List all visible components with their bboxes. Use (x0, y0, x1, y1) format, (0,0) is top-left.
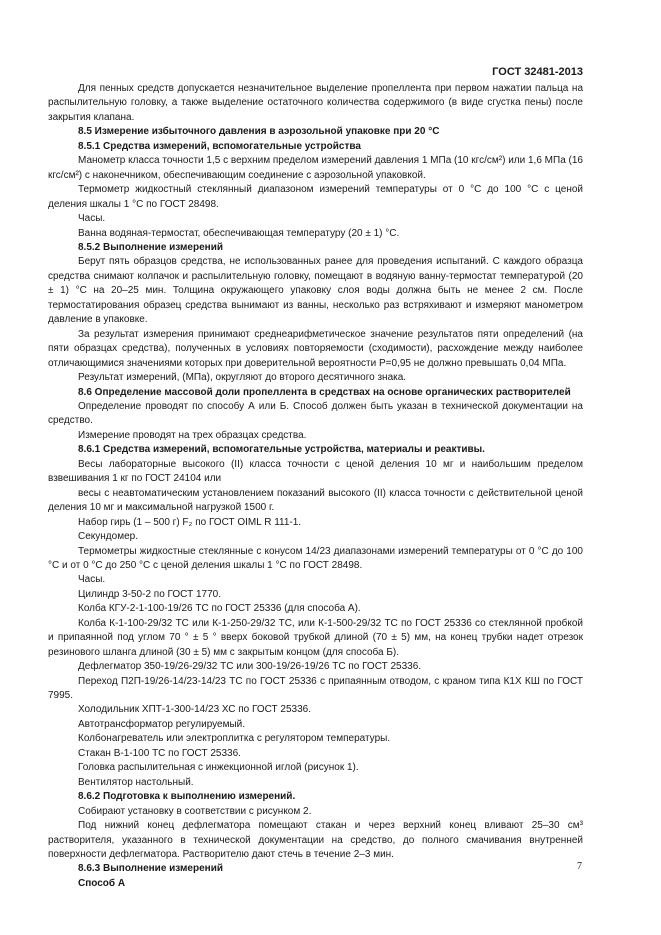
section-heading: 8.6.2 Подготовка к выполнению измерений. (78, 791, 296, 803)
document-header: ГОСТ 32481-2013 (492, 66, 583, 78)
paragraph: Весы лабораторные высокого (II) класса точности с ценой деления 10 мг и наибольшим пределом взвешивания 1 кг по ГОСТ 24104 или (48, 458, 583, 485)
paragraph: Дефлегматор 350-19/26-29/32 ТС или 300-19/26-19/26 ТС по ГОСТ 25336. (78, 661, 422, 673)
section-heading: Способ А (78, 877, 126, 889)
paragraph: Результат измерений, (МПа), округляют до второго десятичного знака. (78, 372, 407, 384)
paragraph: Колба К-1-100-29/32 ТС или К-1-250-29/32 ТС, или К-1-500-29/32 ТС по ГОСТ 25336 со стеклянной пробкой и припаянной под углом 70 ° ± 5 ° вверх боковой трубкой длиной (70 ± 5) мм, на конец трубки надет отрезок резинового шланга длиной (30 ± 5) мм с закрытым концом (для способа Б). (48, 617, 583, 658)
paragraph: Определение проводят по способу А или Б. Способ должен быть указан в технической документации на средство. (48, 400, 583, 427)
section-heading: 8.6.1 Средства измерений, вспомогательные устройства, материалы и реактивы. (78, 444, 485, 456)
paragraph: Манометр класса точности 1,5 с верхним пределом измерений давления 1 МПа (10 кгс/см²) или 1,6 МПа (16 кгс/см²) с наконечником, обеспечивающим соединение с аэрозольной упаковкой. (48, 155, 583, 181)
paragraph: весы с неавтоматическим установлением показаний высокого (II) класса точности с действительной ценой деления 10 мг и максимальной нагрузкой 1500 г. (48, 487, 583, 514)
paragraph: Часы. (78, 574, 106, 586)
paragraph: Холодильник ХПТ-1-300-14/23 ХС по ГОСТ 25336. (78, 704, 312, 716)
page-number: 7 (577, 861, 582, 872)
paragraph: Переход П2П-19/26-14/23-14/23 ТС по ГОСТ 25336 с припаянным отводом, с краном типа К1Х КШ по ГОСТ 7995. (48, 675, 583, 702)
paragraph: Ванна водяная-термостат, обеспечивающая температуру (20 ± 1) °С. (78, 227, 400, 239)
paragraph: Колбонагреватель или электроплитка с регулятором температуры. (78, 733, 391, 745)
paragraph: Часы. (78, 213, 106, 225)
section-heading: 8.5.1 Средства измерений, вспомогательные устройства (78, 140, 361, 152)
section-heading: 8.5 Измерение избыточного давления в аэрозольной упаковке при 20 °С (78, 126, 440, 138)
paragraph: Головка распылительная с инжекционной иглой (рисунок 1). (78, 762, 359, 774)
paragraph: Секундомер. (78, 531, 138, 543)
paragraph: Вентилятор настольный. (78, 776, 194, 788)
paragraph: Цилиндр 3-50-2 по ГОСТ 1770. (78, 588, 221, 600)
paragraph: Набор гирь (1 – 500 г) F₂ по ГОСТ OIML R 111-1. (78, 516, 302, 528)
paragraph: Колба КГУ-2-1-100-19/26 ТС по ГОСТ 25336 (для способа А). (78, 603, 361, 615)
paragraph: Собирают установку в соответствии с рисунком 2. (78, 805, 312, 817)
paragraph: Стакан В-1-100 ТС по ГОСТ 25336. (78, 747, 241, 759)
paragraph: Термометр жидкостный стеклянный диапазоном измерений температуры от 0 °С до 100 °С с ценой деления шкалы 1 °С по ГОСТ 28498. (48, 184, 583, 210)
paragraph: Автотрансформатор регулируемый. (78, 718, 246, 730)
paragraph: Термометры жидкостные стеклянные с конусом 14/23 диапазонами измерений температуры от 0 °С до 100 °С и от 0 °С до 250 °С с ценой деления шкалы 1 °С по ГОСТ 28498. (48, 545, 583, 571)
section-heading: 8.5.2 Выполнение измерений (78, 241, 223, 253)
paragraph: Берут пять образцов средства, не использованных ранее для проведения испытаний. С каждого образца средства снимают колпачок и распылительную головку, помещают в водяную ванну-термостат температурой (20 ± 1) °С на 20–25 мин. Толщина окружающего упаковку слоя воды должна быть не менее 2 см. После термостатирования образец средства вынимают из ванны, несколько раз встряхивают и измеряют манометром давление в упаковке. (48, 256, 583, 326)
paragraph: За результат измерения принимают среднеарифметическое значение результатов пяти определений (на пяти образцах средства), полученных в условиях повторяемости (сходимости), расхождение между наиболее отличающимися значениями которых при доверительной вероятности P=0,95 не должно превышать 0,04 МПа. (48, 328, 583, 369)
paragraph: Для пенных средств допускается незначительное выделение пропеллента при первом нажатии пальца на распылительную головку, а также выделение остаточного количества содержимого (в виде сгустка пены) после закрытия клапана. (48, 83, 583, 123)
document-body (48, 82, 583, 891)
section-heading: 8.6 Определение массовой доли пропеллента в средствах на основе органических растворителей (78, 386, 571, 398)
paragraph: Измерение проводят на трех образцах средства. (78, 429, 307, 441)
section-heading: 8.6.3 Выполнение измерений (78, 863, 223, 875)
paragraph: Под нижний конец дефлегматора помещают стакан и через верхний конец вливают 25–30 см³ растворителя, указанного в технической документации на средство, до полного смачивания внутренней поверхности дефлегматора. Растворителю дают стечь в течение 2–3 мин. (48, 820, 583, 861)
